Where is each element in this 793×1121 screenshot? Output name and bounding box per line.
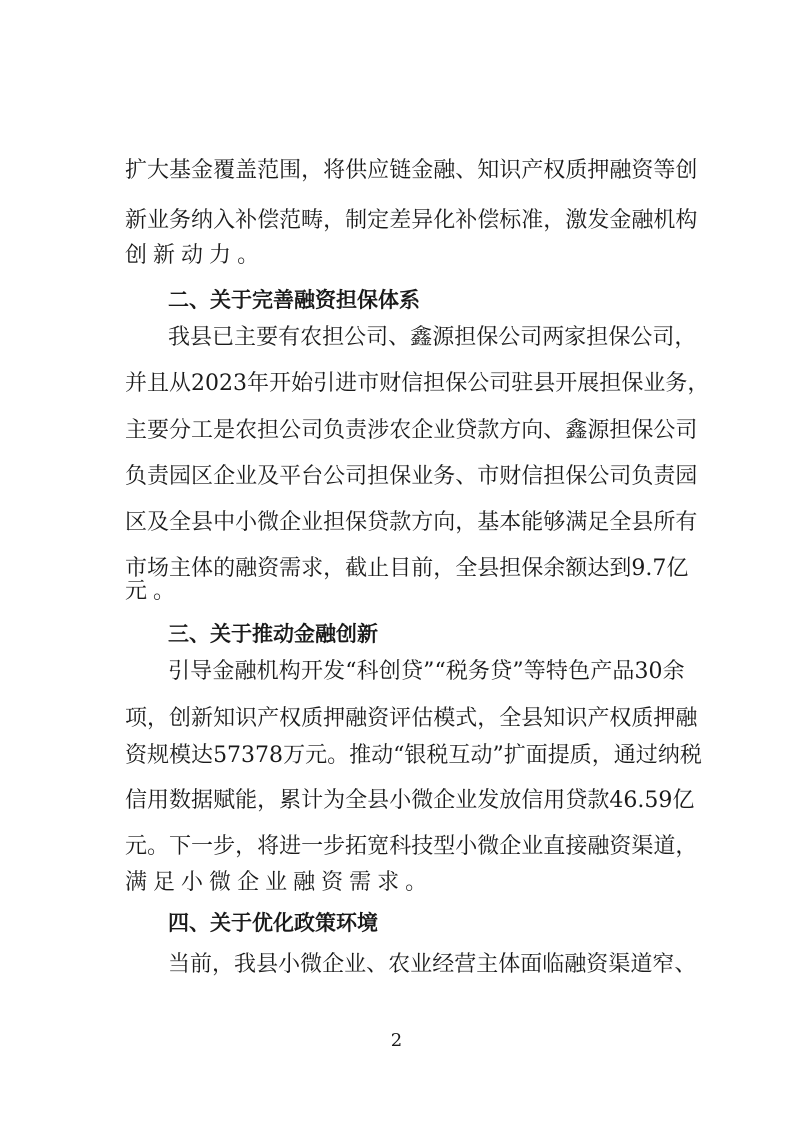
paragraph-line: 项 ， 创 新 知 识 产 权 质 押 融 资 评 估 模 式 ， 全 县 知 识 产 权 质 押 融	[125, 706, 698, 731]
paragraph-line: 当 前 ， 我 县 小 微 企 业 、 农 业 经 营 主 体 面 临 融 资 渠 道 窄 、	[168, 952, 697, 977]
section-heading: 四、关于优化政策环境	[168, 911, 378, 935]
paragraph-line: 负 责 园 区 企 业 及 平 台 公 司 担 保 业 务 、 市 财 信 担 保 公 司 负 责 园	[125, 464, 698, 489]
paragraph-line: 满 足 小 微 企 业 融 资 需 求 。	[125, 870, 428, 895]
paragraph-line: 创 新 动 力 。	[125, 243, 260, 268]
paragraph-line: 元 。	[125, 579, 176, 604]
paragraph-line: 信 用 数 据 赋 能 ， 累 计 为 全 县 小 微 企 业 发 放 信 用 贷 款 46.59 亿	[125, 788, 695, 813]
paragraph-line: 市 场 主 体 的 融 资 需 求 ， 截 止 目 前 ， 全 县 担 保 余 额 达 到 9.7 亿	[125, 556, 689, 581]
paragraph-line: 资 规 模 达 57378 万 元 。 推 动 “ 银 税 互 动 ” 扩 面 提 质 ， 通 过 纳 税	[125, 743, 702, 768]
paragraph-line: 区 及 全 县 中 小 微 企 业 担 保 贷 款 方 向 ， 基 本 能 够 满 足 全 县 所 有	[125, 510, 698, 535]
section-heading: 三、关于推动金融创新	[168, 622, 378, 646]
page-number: 2	[390, 1030, 403, 1051]
paragraph-line: 新 业 务 纳 入 补 偿 范 畴 ， 制 定 差 异 化 补 偿 标 准 ， 激 发 金 融 机 构	[125, 208, 698, 233]
paragraph-line: 引 导 金 融 机 构 开 发 “ 科 创 贷 ” “ 税 务 贷 ” 等 特 色 产 品 30 余	[168, 659, 685, 684]
paragraph-line: 并 且 从 2023 年 开 始 引 进 市 财 信 担 保 公 司 驻 县 开 展 担 保 业 务 ，	[125, 371, 710, 396]
section-heading: 二、关于完善融资担保体系	[168, 288, 420, 312]
paragraph-line: 我 县 已 主 要 有 农 担 公 司 、 鑫 源 担 保 公 司 两 家 担 保 公 司 ，	[168, 325, 697, 350]
paragraph-line: 元 。 下 一 步 ， 将 进 一 步 拓 宽 科 技 型 小 微 企 业 直 接 融 资 渠 道 ，	[125, 834, 698, 859]
paragraph-line: 扩 大 基 金 覆 盖 范 围 ， 将 供 应 链 金 融 、 知 识 产 权 质 押 融 资 等 创	[125, 158, 698, 183]
paragraph-line: 主 要 分 工 是 农 担 公 司 负 责 涉 农 企 业 贷 款 方 向 、 鑫 源 担 保 公 司	[125, 418, 698, 443]
